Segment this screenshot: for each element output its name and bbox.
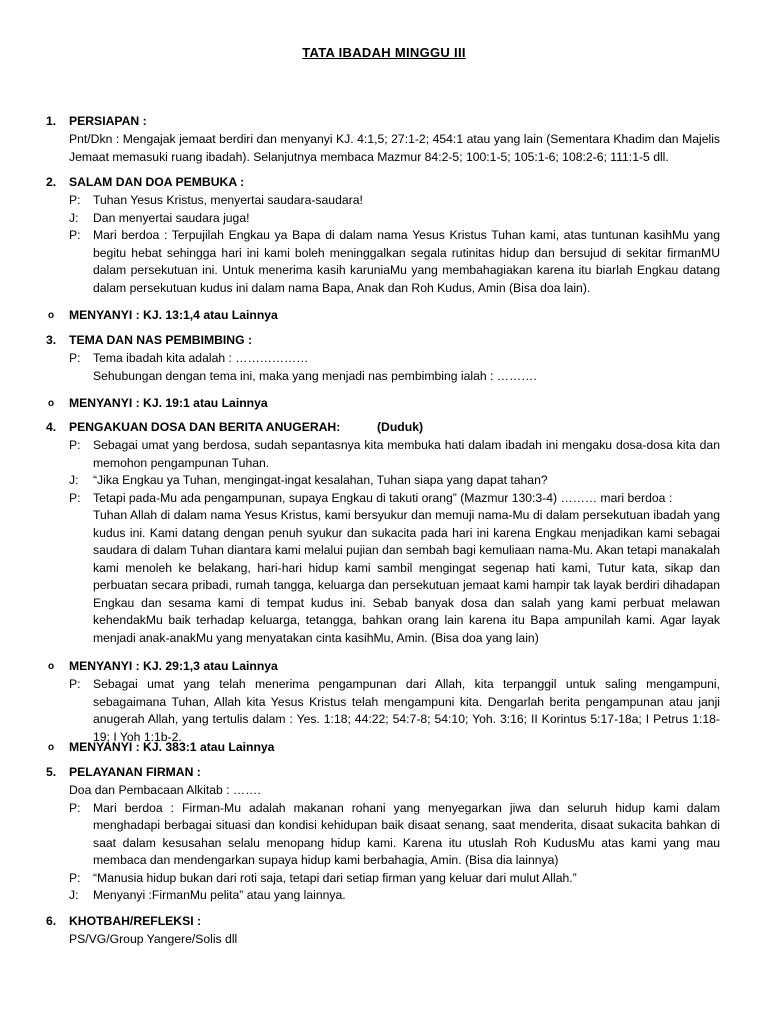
section-intro: Doa dan Pembacaan Alkitab : ……. [69, 783, 261, 797]
liturgy-text: Sehubungan dengan tema ini, maka yang menjadi nas pembimbing ialah : ………. [93, 368, 537, 383]
speaker-label: P: [69, 438, 81, 452]
liturgy-text: Mari berdoa : Terpujilah Engkau ya Bapa di dalam nama Yesus Kristus Tuhan kami, atas tuntunan kasihMu yang begitu hebat sehingga hari ini kami boleh meninggalkan segala rutinitas hidup dan bersujud di sekitar firmanMU dalam persekutuan ini. Untuk menerima kasih karuniaMu yang membahagiakan karena itu biarlah Engkau datang dalam persekutuan kudus ini dalam nama Bapa, Anak dan Roh Kudus, Amin (Bisa doa lain). [93, 228, 720, 295]
liturgy-text: Menyanyi :FirmanMu pelita” atau yang lainnya. [93, 888, 346, 902]
speaker-label: J: [69, 473, 79, 487]
speaker-label: P: [69, 800, 81, 815]
liturgy-text: Tema ibadah kita adalah : ……………… [93, 351, 309, 365]
section-pelayanan-firman [0, 764, 768, 905]
section-number: 4. [46, 420, 57, 434]
section-heading: PENGAKUAN DOSA DAN BERITA ANUGERAH: [69, 420, 341, 434]
speaker-label: P: [69, 228, 81, 242]
posture-note: (Duduk) [377, 420, 424, 434]
bullet-icon: o [48, 310, 55, 321]
liturgy-line [0, 192, 768, 210]
liturgy-line [0, 350, 768, 368]
liturgy-text: Mari berdoa : Firman-Mu adalah makanan rohani yang menyegarkan jiwa dan seluruh hidup kami dalam menghadapi berbagai situasi dan kondisi kehidupan baik disaat senang, saat menderita, disaat sukacita bahkan di saat dalam kesusahan selalu menopang hidup kami. Karena itu utuslah Roh KudusMu atas kami yang mau membaca dan mendengarkan supaya hidup kami berbahagia, Amin. (Bisa dia lainnya) [93, 800, 720, 867]
speaker-label: J: [69, 888, 79, 902]
speaker-label: P: [69, 490, 81, 505]
document-title: TATA IBADAH MINGGU III [302, 45, 466, 60]
liturgy-text: “Manusia hidup bukan dari roti saja, tetapi dari setiap firman yang keluar dari mulut Allah.” [93, 870, 577, 885]
song-line [0, 658, 768, 746]
song-heading: MENYANYI : KJ. 29:1,3 atau Lainnya [69, 659, 278, 673]
liturgy-line [0, 676, 768, 746]
section-paragraph: PS/VG/Group Yangere/Solis dll [69, 932, 238, 946]
liturgy-line [0, 887, 768, 905]
liturgy-text: Dan menyertai saudara juga! [93, 210, 250, 225]
section-number: 3. [46, 333, 57, 347]
song-heading: MENYANYI : KJ. 383:1 atau Lainnya [69, 740, 275, 754]
section-heading: SALAM DAN DOA PEMBUKA : [69, 175, 245, 189]
song-heading: MENYANYI : KJ. 13:1,4 atau Lainnya [69, 308, 278, 322]
section-salam-doa-pembuka [0, 174, 768, 297]
song-line [0, 395, 768, 413]
liturgy-text: Tetapi pada-Mu ada pengampunan, supaya Engkau di takuti orang” (Mazmur 130:3-4) ……… mari berdoa : [93, 490, 673, 505]
section-number: 6. [46, 914, 57, 928]
liturgy-text: Sebagai umat yang telah menerima pengampunan dari Allah, kita terpanggil untuk saling mengampuni, sebagaimana Tuhan, Allah kita Yesus Kristus telah mengampuni kita. Dengarlah berita pengampunan atau janji anugerah Allah, yang tertulis dalam : Yes. 1:18; 44:22; 54:7-8; 54:10; Yoh. 3:16; II Korintus 5:17-18a; I Petrus 1:18-19; I Yoh 1:1b-2. [93, 677, 720, 744]
liturgy-line [0, 437, 768, 472]
section-number: 2. [46, 175, 57, 189]
bullet-icon: o [48, 742, 55, 753]
liturgy-line [0, 227, 768, 297]
section-number: 5. [46, 765, 57, 779]
speaker-label: P: [69, 351, 81, 365]
prayer-text: Tuhan Allah di dalam nama Yesus Kristus, kami bersyukur dan memuji nama-Mu di dalam persekutuan ibadah yang kudus ini. Kami datang dengan penuh syukur dan sukacita pada hari ini karena Engkau menjadikan kami sebagai saudara di dalam Tuhan diantara kami melalui pujian dan sembah bagi kemuliaan nama-Mu. Akan tetapi manakalah kami menoleh ke belakang, hari-hari hidup kami sambil mengingat segenap hati kami, Tutur kata, sikap dan perbuatan secara pribadi, rumah tangga, keluarga dan persekutuan jemaat kami hampir tak layak berdiri dihadapan Engkau dan sesama kami di tempat kudus ini. Sebab banyak dosa dan salah yang kami perbuat melawan kehendakMu baik terhadap keluarga, tetangga, bahkan orang lain karena itu Bapa ampunilah kami. Agar layak menjadi anak-anakMu yang menyatakan cinta kasihMu, Amin. (Bisa doa yang lain) [93, 508, 720, 645]
liturgy-text: “Jika Engkau ya Tuhan, mengingat-ingat kesalahan, Tuhan siapa yang dapat tahan? [93, 473, 548, 487]
liturgy-line [0, 870, 768, 888]
liturgy-line [0, 490, 768, 508]
song-heading: MENYANYI : KJ. 19:1 atau Lainnya [69, 396, 268, 410]
song-line [0, 739, 768, 757]
liturgy-line [0, 800, 768, 870]
bullet-icon: o [48, 398, 55, 409]
bullet-icon: o [48, 661, 55, 672]
section-heading: PERSIAPAN : [69, 114, 147, 128]
speaker-label: P: [69, 870, 81, 885]
liturgy-line [0, 210, 768, 228]
section-tema-nas [0, 332, 768, 385]
speaker-label: J: [69, 210, 79, 225]
speaker-label: P: [69, 677, 81, 691]
section-number: 1. [46, 114, 57, 128]
section-heading: TEMA DAN NAS PEMBIMBING : [69, 333, 253, 347]
section-heading: PELAYANAN FIRMAN : [69, 765, 201, 779]
song-line [0, 307, 768, 325]
liturgy-text: Tuhan Yesus Kristus, menyertai saudara-saudara! [93, 193, 363, 207]
section-khotbah [0, 913, 768, 949]
liturgy-text: Sebagai umat yang berdosa, sudah sepantasnya kita membuka hati dalam ibadah ini mengaku dosa-dosa kita dan memohon pengampunan Tuhan. [93, 438, 720, 470]
section-persiapan [0, 113, 768, 166]
section-paragraph: Pnt/Dkn : Mengajak jemaat berdiri dan menyanyi KJ. 4:1,5; 27:1-2; 454:1 atau yang lain (Sementara Khadim dan Majelis Jemaat memasuki ruang ibadah). Selanjutnya membaca Mazmur 84:2-5; 100:1-5; 105:1-6; 108:2-6; 111:1-5 dll. [69, 132, 720, 164]
section-heading: KHOTBAH/REFLEKSI : [69, 914, 202, 928]
section-pengakuan-dosa [0, 419, 768, 647]
speaker-label: P: [69, 193, 81, 207]
liturgy-line [0, 472, 768, 490]
